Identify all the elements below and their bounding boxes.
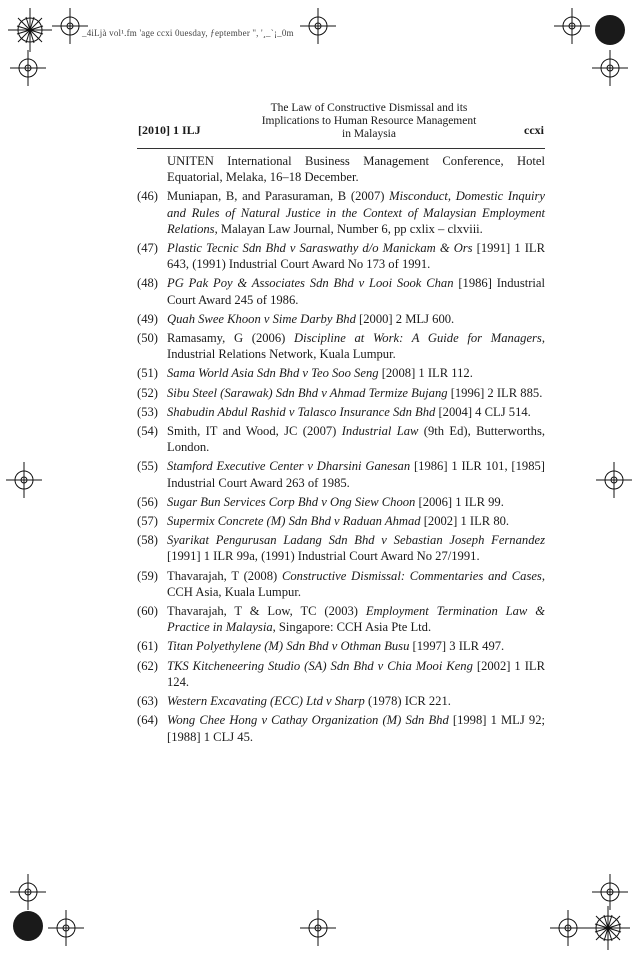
reference-number: (58) xyxy=(137,533,158,548)
reference-text: , Malayan Law Journal, Number 6, pp cxlix – clxviii. xyxy=(214,221,483,236)
crosshair-mark-left-middle-icon xyxy=(6,462,42,498)
reference-item xyxy=(137,311,545,327)
reference-text: [2008] 1 ILR 112. xyxy=(378,366,473,381)
reference-number: (52) xyxy=(137,385,158,400)
crosshair-mark-right-upper-icon xyxy=(592,50,628,86)
reference-item xyxy=(137,638,545,654)
reference-number: (51) xyxy=(137,366,158,381)
solid-dot-bottom-left-icon xyxy=(10,908,46,944)
reference-text: [1991] 1 ILR 99a, (1991) Industrial Court Award No 27/1991. xyxy=(167,549,480,564)
solid-dot-top-right-icon xyxy=(592,12,628,48)
reference-item xyxy=(137,494,545,510)
reference-item xyxy=(137,404,545,420)
reference-title: Quah Swee Khoon v Sime Darby Bhd xyxy=(167,311,356,326)
reference-text: [2000] 2 MLJ 600. xyxy=(355,311,455,326)
reference-number: (55) xyxy=(137,459,158,474)
reference-item xyxy=(137,188,545,237)
reference-title: TKS Kitcheneering Studio (SA) Sdn Bhd v Chia Mooi Keng xyxy=(167,658,473,673)
page-number: ccxi xyxy=(524,123,544,137)
reference-text: Muniapan, B, and Parasuraman, B (2007) xyxy=(167,189,390,204)
reference-title: Industrial Law xyxy=(341,424,419,439)
crosshair-mark-left-lower-icon xyxy=(10,874,46,910)
crosshair-mark-top-right-icon xyxy=(554,8,590,44)
reference-item xyxy=(137,603,545,635)
reference-title: Western Excavating (ECC) Ltd v Sharp xyxy=(167,694,365,709)
reference-text: Smith, IT and Wood, JC (2007) xyxy=(167,424,342,439)
reference-number: (63) xyxy=(137,694,158,709)
reference-item xyxy=(137,240,545,272)
reference-text: [1997] 3 ILR 497. xyxy=(409,639,505,654)
reference-title: Sama World Asia Sdn Bhd v Teo Soo Seng xyxy=(167,366,379,381)
crosshair-mark-bottom-left-icon xyxy=(48,910,84,946)
reference-text: [2004] 4 CLJ 514. xyxy=(435,404,531,419)
reference-item xyxy=(137,423,545,455)
reference-number: (47) xyxy=(137,241,158,256)
reference-text: [1986] 1 ILR 101, [1985] Industrial Court Award 263 of 1985. xyxy=(167,459,545,490)
running-title-line: Implications to Human Resource Management xyxy=(261,115,477,127)
reference-item xyxy=(137,330,545,362)
journal-citation: [2010] 1 ILJ xyxy=(138,123,201,137)
reference-text: [2002] 1 ILR 80. xyxy=(420,514,510,529)
reference-title: Titan Polyethylene (M) Sdn Bhd v Othman Busu xyxy=(167,639,410,654)
reference-text: (1978) ICR 221. xyxy=(364,694,451,709)
reference-item xyxy=(137,275,545,307)
reference-title: Shabudin Abdul Rashid v Talasco Insurance Sdn Bhd xyxy=(167,404,436,419)
reference-item xyxy=(137,693,545,709)
reference-item xyxy=(137,532,545,564)
reference-number: (61) xyxy=(137,639,158,654)
reference-text: Thavarajah, T & Low, TC (2003) xyxy=(167,604,366,619)
reference-number: (48) xyxy=(137,276,158,291)
crosshair-mark-bottom-center-icon xyxy=(300,910,336,946)
registration-mark-bottom-right-icon xyxy=(578,898,638,958)
reference-item xyxy=(137,712,545,744)
reference-text: [1986] Industrial Court Award 245 of 1986. xyxy=(167,276,545,307)
reference-title: Wong Chee Hong v Cathay Organization (M) Sdn Bhd xyxy=(167,713,449,728)
reference-text: (9th Ed), Butterworths, London. xyxy=(167,424,546,455)
reference-number: (46) xyxy=(137,189,158,204)
reference-number: (62) xyxy=(137,658,158,673)
reference-number: (54) xyxy=(137,424,158,439)
reference-item xyxy=(137,458,545,490)
reference-item xyxy=(137,568,545,600)
reference-number: (49) xyxy=(137,311,158,326)
crosshair-mark-top-left-icon xyxy=(52,8,88,44)
running-title-line: in Malaysia xyxy=(342,128,396,140)
reference-title: PG Pak Poy & Associates Sdn Bhd v Looi Sook Chan xyxy=(167,276,454,291)
reference-number: (53) xyxy=(137,404,158,419)
crosshair-mark-top-center-icon xyxy=(300,8,336,44)
reference-item xyxy=(137,658,545,690)
reference-text: [2002] 1 ILR 124. xyxy=(167,658,545,689)
reference-list xyxy=(137,153,545,748)
reference-title: Stamford Executive Center v Dharsini Ganesan xyxy=(167,459,411,474)
reference-text: , CCH Asia, Kuala Lumpur. xyxy=(167,568,545,599)
reference-text: Thavarajah, T (2008) xyxy=(167,568,282,583)
print-slug: _4iLjà vol¹.fm 'age ccxi 0uesday, ƒeptember '', '¸_`¡_0m xyxy=(82,28,294,38)
reference-title: Discipline at Work: A Guide for Managers xyxy=(294,331,542,346)
reference-number: (60) xyxy=(137,604,158,619)
reference-title: Employment Termination Law & Practice in Malaysia xyxy=(167,604,545,635)
reference-number: (50) xyxy=(137,331,158,346)
reference-title: Supermix Concrete (M) Sdn Bhd v Raduan Ahmad xyxy=(167,514,421,529)
reference-title: Plastic Tecnic Sdn Bhd v Saraswathy d/o Manickam & Ors xyxy=(167,241,473,256)
reference-text: Ramasamy, G (2006) xyxy=(167,331,295,346)
reference-title: Sibu Steel (Sarawak) Sdn Bhd v Ahmad Termize Bujang xyxy=(167,385,448,400)
reference-item xyxy=(137,365,545,381)
reference-text: [1998] 1 MLJ 92; [1988] 1 CLJ 45. xyxy=(167,713,545,744)
reference-number: (64) xyxy=(137,713,158,728)
reference-text: , Industrial Relations Network, Kuala Lumpur. xyxy=(167,331,545,362)
reference-title: Syarikat Pengurusan Ladang Sdn Bhd v Sebastian Joseph Fernandez xyxy=(167,533,545,548)
reference-title: Misconduct, Domestic Inquiry and Rules of Natural Justice in the Context of Malaysian Employment Relations xyxy=(167,189,546,236)
crosshair-mark-left-upper-icon xyxy=(10,50,46,86)
header-rule xyxy=(137,148,545,149)
reference-number: (57) xyxy=(137,514,158,529)
reference-title: Constructive Dismissal: Commentaries and Cases xyxy=(281,568,542,583)
reference-item xyxy=(137,513,545,529)
reference-item xyxy=(137,385,545,401)
reference-title: Sugar Bun Services Corp Bhd v Ong Siew Choon xyxy=(167,494,416,509)
reference-text: [1996] 2 ILR 885. xyxy=(447,385,543,400)
reference-number: (59) xyxy=(137,568,158,583)
reference-text: [2006] 1 ILR 99. xyxy=(415,494,504,509)
crosshair-mark-right-middle-icon xyxy=(596,462,632,498)
running-title xyxy=(240,102,498,141)
running-title-line: The Law of Constructive Dismissal and its xyxy=(270,102,468,114)
reference-number: (56) xyxy=(137,494,158,509)
reference-text: , Singapore: CCH Asia Pte Ltd. xyxy=(272,620,432,635)
reference-continuation: UNITEN International Business Management Conference, Hotel Equatorial, Melaka, 16–18 December. xyxy=(167,154,545,185)
reference-text: [1991] 1 ILR 643, (1991) Industrial Court Award No 173 of 1991. xyxy=(167,241,545,272)
